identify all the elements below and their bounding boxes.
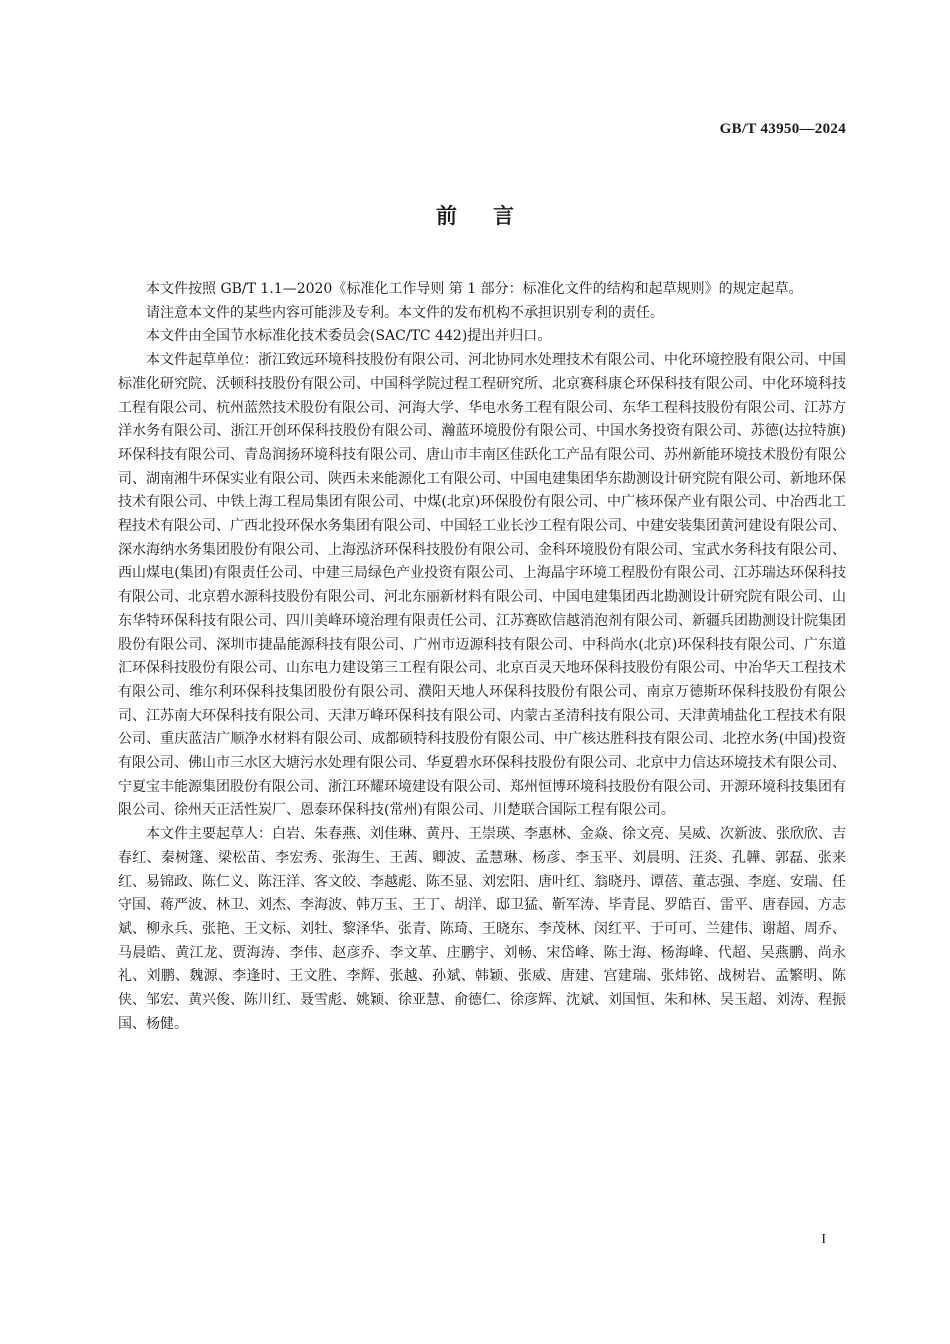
- paragraph-drafting-rules: 本文件按照 GB/T 1.1—2020《标准化工作导则 第 1 部分：标准化文件的结构和起草规则》的规定起草。: [146, 281, 803, 297]
- paragraph-patent-notice: 请注意本文件的某些内容可能涉及专利。本文件的发布机构不承担识别专利的责任。: [146, 304, 664, 321]
- paragraph-proposer: 本文件由全国节水标准化技术委员会(SAC/TC 442)提出并归口。: [146, 328, 552, 345]
- page-number: I: [821, 1232, 826, 1247]
- paragraph-drafting-units: 本文件起草单位：浙江致远环境科技股份有限公司、河北协同水处理技术有限公司、中化环境控股有限公司、中国标准化研究院、沃顿科技股份有限公司、中国科学院过程工程研究所、北京赛科康仑环保科技有限公司、中化环境科技工程有限公司、杭州蓝然技术股份有限公司、河海大学、华电水务工程有限公司、东华工程科技股份有限公司、江苏方洋水务有限公司、浙江开创环保科技股份有限公司、瀚蓝环境股份有限公司、中国水务投资有限公司、苏德(达拉特旗)环保科技有限公司、青岛润扬环境科技有限公司、唐山市丰南区佳跃化工产品有限公司、苏州新能环境技术股份有限公司、湖南湘牛环保实业有限公司、陕西未来能源化工有限公司、中国电建集团华东勘测设计研究院有限公司、新地环保技术有限公司、中铁上海工程局集团有限公司、中煤(北京)环保股份有限公司、中广核环保产业有限公司、中冶西北工程技术有限公司、广西北投环保水务集团有限公司、中国轻工业长沙工程有限公司、中建安装集团黄河建设有限公司、深水海纳水务集团股份有限公司、上海泓济环保科技股份有限公司、金科环境股份有限公司、宝武水务科技有限公司、西山煤电(集团)有限责任公司、中建三局绿色产业投资有限公司、上海晶宇环境工程股份有限公司、江苏瑞达环保科技有限公司、北京碧水源科技股份有限公司、河北东丽新材料有限公司、中国电建集团西北勘测设计研究院有限公司、山东华特环保科技有限公司、四川美峰环境治理有限责任公司、江苏赛欧信越消泡剂有限公司、新疆兵团勘测设计院集团股份有限公司、深圳市捷晶能源科技有限公司、广州市迈源科技有限公司、中科尚水(北京)环保科技有限公司、广东道汇环保科技股份有限公司、山东电力建设第三工程有限公司、北京百灵天地环保科技股份有限公司、中冶华天工程技术有限公司、维尔利环保科技集团股份有限公司、濮阳天地人环保科技股份有限公司、南京万德斯环保科技股份有限公司、江苏南大环保科技有限公司、天津万峰环保科技有限公司、内蒙古圣清科技有限公司、天津黄埔盐化工程技术有限公司、重庆蓝洁广顺净水材料有限公司、成都硕特科技股份有限公司、中广核达胜科技有限公司、北控水务(中国)投资有限公司、佛山市三水区大塘污水处理有限公司、华夏碧水环保科技股份有限公司、北京中力信达环境技术有限公司、宁夏宝丰能源集团股份有限公司、浙江环耀环境建设有限公司、郑州恒博环境科技股份有限公司、开源环境科技集团有限公司、徐州天正活性炭厂、恩泰环保科技(常州)有限公司、川楚联合国际工程有限公司。: [118, 352, 846, 819]
- standard-code: GB/T 43950—2024: [719, 121, 846, 137]
- document-body: [118, 278, 846, 1037]
- page-title: 前言: [436, 204, 550, 228]
- paragraph-drafters: 本文件主要起草人：白岩、朱春燕、刘佳琳、黄丹、王崇瑛、李惠林、金焱、徐文亮、吴威、次新波、张欣欣、吉春红、秦树篷、梁松苗、李宏秀、张海生、王茜、卿波、孟慧琳、杨彦、李玉平、刘晨明、汪炎、孔韡、郭磊、张来红、易锦政、陈仁义、陈汪洋、客文皎、李越彪、陈丕显、刘宏阳、唐叶红、翁晓丹、谭蓓、董志强、李庭、安瑞、任守国、蒋严波、林卫、刘杰、李海波、韩万玉、王丁、胡洋、邸卫猛、靳军涛、毕青昆、罗皓百、雷平、唐春园、方志斌、柳永兵、张艳、王文标、刘牡、黎泽华、张青、陈琦、王晓东、李茂林、闵红平、于可可、兰建伟、谢超、周乔、马晨皓、黄江龙、贾海涛、李伟、赵彦乔、李文革、庄鹏宇、刘畅、宋岱峰、陈士海、杨海峰、代超、吴燕鹏、尚永礼、刘鹏、魏源、李逢时、王文胜、李辉、张越、孙斌、韩颖、张威、唐建、宫建瑞、张炜铭、战树岩、孟繁明、陈侠、邹宏、黄兴俊、陈川红、聂雪彪、姚颖、徐亚慧、俞德仁、徐彦辉、沈斌、刘国恒、朱和林、吴玉超、刘涛、程振国、杨健。: [118, 826, 846, 1032]
